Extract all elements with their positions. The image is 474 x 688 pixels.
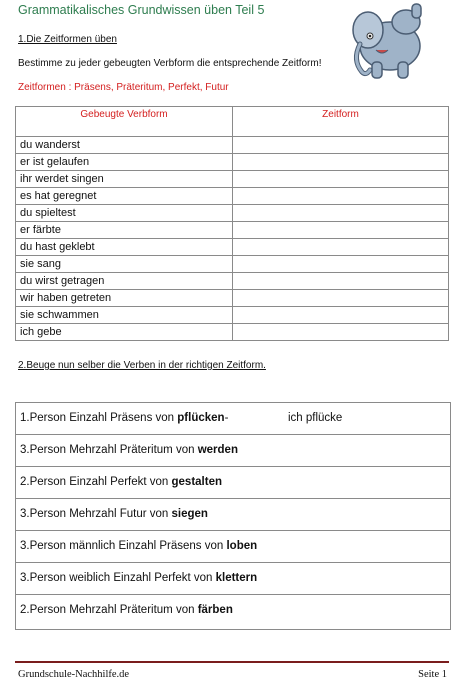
table-row xyxy=(16,137,449,154)
task-text: 3.Person männlich Einzahl Präsens von xyxy=(20,540,227,552)
zeitform-answer-cell[interactable] xyxy=(233,307,449,324)
zeitform-answer-cell[interactable] xyxy=(233,222,449,239)
zeitform-answer-cell[interactable] xyxy=(233,273,449,290)
table-row xyxy=(16,171,449,188)
column-header-verbform: Gebeugte Verbform xyxy=(16,107,233,137)
task-row[interactable] xyxy=(16,403,450,435)
zeitform-answer-cell[interactable] xyxy=(233,171,449,188)
conjugation-task-list xyxy=(15,402,451,630)
task-verb: pflücken xyxy=(177,412,225,424)
task-text: 3.Person weiblich Einzahl Perfekt von xyxy=(20,572,216,584)
verb-table xyxy=(15,106,449,341)
zeitform-answer-cell[interactable] xyxy=(233,239,449,256)
zeitform-answer-cell[interactable] xyxy=(233,205,449,222)
section1-instruction: Bestimme zu jeder gebeugten Verbform die entsprechende Zeitform! xyxy=(18,58,322,69)
verbform-cell: er ist gelaufen xyxy=(16,154,233,171)
verbform-cell: sie sang xyxy=(16,256,233,273)
table-row xyxy=(16,222,449,239)
verbform-cell: es hat geregnet xyxy=(16,188,233,205)
task-verb: gestalten xyxy=(171,476,222,488)
task-verb: werden xyxy=(197,444,238,456)
zeitform-answer-cell[interactable] xyxy=(233,324,449,341)
table-row xyxy=(16,256,449,273)
task-verb: loben xyxy=(226,540,258,552)
task-row[interactable] xyxy=(16,467,450,499)
table-row xyxy=(16,324,449,341)
verbform-cell: du wirst getragen xyxy=(16,273,233,290)
footer-page-number: Seite 1 xyxy=(418,669,447,680)
table-row xyxy=(16,239,449,256)
task-text: 3.Person Mehrzahl Futur von xyxy=(20,508,172,520)
tenses-list: Zeitformen : Präsens, Präteritum, Perfekt, Futur xyxy=(18,82,229,93)
verbform-cell: ihr werdet singen xyxy=(16,171,233,188)
task-text: 2.Person Einzahl Perfekt von xyxy=(20,476,172,488)
section1-heading: 1.Die Zeitformen üben xyxy=(18,34,117,45)
zeitform-answer-cell[interactable] xyxy=(233,290,449,307)
table-row xyxy=(16,205,449,222)
footer-rule xyxy=(15,661,449,663)
verbform-cell: du hast geklebt xyxy=(16,239,233,256)
zeitform-answer-cell[interactable] xyxy=(233,137,449,154)
table-row xyxy=(16,188,449,205)
task-row[interactable] xyxy=(16,595,450,629)
task-row[interactable] xyxy=(16,499,450,531)
verbform-cell: wir haben getreten xyxy=(16,290,233,307)
page-title: Grammatikalisches Grundwissen üben Teil 5 xyxy=(18,3,265,17)
footer-site: Grundschule-Nachhilfe.de xyxy=(18,669,130,680)
verbform-cell: du wanderst xyxy=(16,137,233,154)
task-row[interactable] xyxy=(16,531,450,563)
verbform-cell: er färbte xyxy=(16,222,233,239)
task-verb: klettern xyxy=(215,572,258,584)
verbform-cell: sie schwammen xyxy=(16,307,233,324)
task-text: 2.Person Mehrzahl Präteritum von xyxy=(20,604,198,616)
task-row[interactable] xyxy=(16,563,450,595)
task-answer: ich pflücke xyxy=(288,412,343,424)
zeitform-answer-cell[interactable] xyxy=(233,256,449,273)
task-verb: färben xyxy=(197,604,233,616)
task-text: 1.Person Einzahl Präsens von xyxy=(20,412,178,424)
table-row xyxy=(16,273,449,290)
table-row xyxy=(16,290,449,307)
task-text: 3.Person Mehrzahl Präteritum von xyxy=(20,444,198,456)
table-row xyxy=(16,307,449,324)
zeitform-answer-cell[interactable] xyxy=(233,188,449,205)
table-row xyxy=(16,154,449,171)
task-suffix: - xyxy=(224,412,229,424)
zeitform-answer-cell[interactable] xyxy=(233,154,449,171)
task-verb: siegen xyxy=(171,508,208,520)
section2-heading: 2.Beuge nun selber die Verben in der richtigen Zeitform. xyxy=(18,360,266,371)
verbform-cell: du spieltest xyxy=(16,205,233,222)
elephant-mascot-icon xyxy=(346,0,432,84)
task-row[interactable] xyxy=(16,435,450,467)
verbform-cell: ich gebe xyxy=(16,324,233,341)
column-header-zeitform: Zeitform xyxy=(233,107,449,137)
